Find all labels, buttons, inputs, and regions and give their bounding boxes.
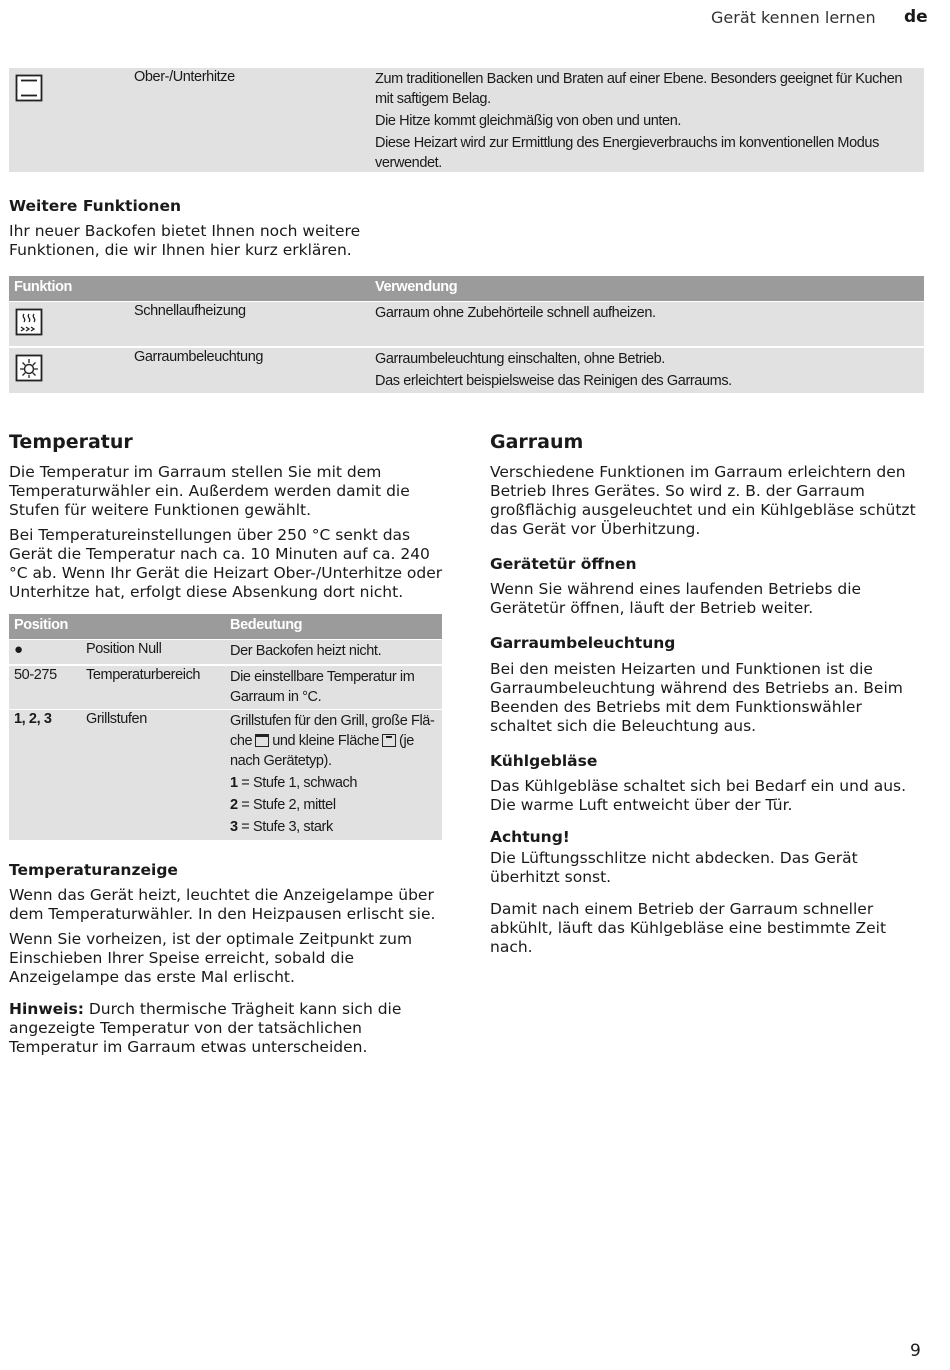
warning-heading: Achtung! <box>490 828 570 846</box>
position-name: Temperaturbereich <box>86 667 201 683</box>
temperatur-paragraph: Bei Temperatureinstellungen über 250 °C senkt das Gerät die Temperatur nach ca. 10 Minuten auf ca. 240 °C ab. Wenn Ihr Gerät die Heizart Ober-/Unterhitze oder Unterhitze hat, erfolgt diese Absenkung dort nicht. <box>9 526 443 601</box>
heating-mode-name: Ober-/Unterhitze <box>134 69 235 85</box>
garraum-paragraph: Verschiedene Funktionen im Garraum erleichtern den Betrieb Ihres Gerätes. So wird z. B. der Garraum großflächig ausgeleuchtet und ein Kühlgebläse schützt das Gerät vor Überhitzung. <box>490 463 916 538</box>
grill-level-number: 3 <box>230 819 238 835</box>
top-bottom-heat-icon <box>15 74 43 102</box>
position-meaning: und kleine Fläche <box>272 733 380 749</box>
position-table-header <box>9 614 442 639</box>
position-meaning: (je nach Gerätetyp). <box>230 733 414 769</box>
subheading-geraetetuer: Gerätetür öffnen <box>490 555 637 573</box>
oven-light-icon <box>15 354 43 382</box>
heating-mode-description: Die Hitze kommt gleichmäßig von oben und unten. <box>375 113 682 129</box>
table-row <box>9 302 924 346</box>
position-key: ● <box>14 641 23 658</box>
subheading-garraumbeleuchtung: Garraumbeleuchtung <box>490 634 676 652</box>
col-header-bedeutung: Bedeutung <box>230 617 303 633</box>
heating-mode-row <box>9 68 924 172</box>
geraetetuer-paragraph: Wenn Sie während eines laufenden Betriebs die Gerätetür öffnen, läuft der Betrieb weiter. <box>490 580 862 617</box>
kuehlgeblaese-paragraph: Das Kühlgebläse schaltet sich bei Bedarf ein und aus. Die warme Luft entweicht über der Tür. <box>490 777 907 814</box>
hinweis-label: Hinweis: <box>9 1000 84 1018</box>
temperaturanzeige-paragraph: Wenn das Gerät heizt, leuchtet die Anzeigelampe über dem Temperaturwähler. In den Heizpausen erlischt sie. <box>9 886 436 923</box>
section-heading-garraum: Garraum <box>490 431 584 453</box>
function-usage: Garraumbeleuchtung einschalten, ohne Betrieb. <box>375 351 665 367</box>
section-heading-temperatur: Temperatur <box>9 431 133 453</box>
position-meaning: Grillstufen für den Grill, große Flä-che <box>230 713 435 749</box>
grill-level-label: = Stufe 2, mittel <box>237 797 336 813</box>
grill-level-label: = Stufe 3, stark <box>237 819 333 835</box>
hinweis-text: Durch thermische Trägheit kann sich die angezeigte Temperatur von der tatsächlichen Temperatur im Garraum etwas unterscheiden. <box>9 1000 402 1056</box>
table-row <box>9 710 442 840</box>
position-key: 1, 2, 3 <box>14 711 52 727</box>
position-name: Position Null <box>86 641 162 657</box>
function-usage: Das erleichtert beispielsweise das Reinigen des Garraums. <box>375 373 732 389</box>
rapid-heat-icon <box>15 308 43 336</box>
temperatur-paragraph: Die Temperatur im Garraum stellen Sie mit dem Temperaturwähler ein. Außerdem werden damit die Stufen für weitere Funktionen gewählt. <box>9 463 410 519</box>
position-meaning: Der Backofen heizt nicht. <box>230 643 382 659</box>
table-row <box>9 348 924 393</box>
heating-mode-description: Diese Heizart wird zur Ermittlung des Energieverbrauchs im konventionellen Modus verwendet. <box>375 135 879 171</box>
grill-level-number: 1 <box>230 775 238 791</box>
warning-text: Die Lüftungsschlitze nicht abdecken. Das Gerät überhitzt sonst. <box>490 849 858 886</box>
temperaturanzeige-paragraph: Wenn Sie vorheizen, ist der optimale Zeitpunkt zum Einschieben Ihrer Speise erreicht, sobald die Anzeigelampe das erste Mal erlischt. <box>9 930 413 986</box>
heating-mode-description: Zum traditionellen Backen und Braten auf einer Ebene. Besonders geeignet für Kuchen mit saftigem Belag. <box>375 71 903 107</box>
page-number: 9 <box>910 1341 921 1361</box>
grill-level-number: 2 <box>230 797 238 813</box>
function-usage: Garraum ohne Zubehörteile schnell aufheizen. <box>375 305 656 321</box>
small-grill-icon <box>382 734 396 747</box>
garraumbeleuchtung-paragraph: Bei den meisten Heizarten und Funktionen ist die Garraumbeleuchtung während des Betriebs an. Beim Beenden des Betriebs mit dem Funktionswähler schaltet sich die Beleuchtung aus. <box>490 660 903 735</box>
position-meaning: Die einstellbare Temperatur im Garraum in °C. <box>230 669 415 705</box>
large-grill-icon <box>255 734 269 747</box>
weitere-intro: Ihr neuer Backofen bietet Ihnen noch weitere Funktionen, die wir Ihnen hier kurz erklären. <box>9 222 361 259</box>
section-heading-weitere: Weitere Funktionen <box>9 197 181 215</box>
table-row <box>9 666 442 709</box>
language-tag: de <box>904 7 928 27</box>
running-header-title: Gerät kennen lernen <box>711 8 876 27</box>
subheading-kuehlgeblaese: Kühlgebläse <box>490 752 598 770</box>
grill-level-label: = Stufe 1, schwach <box>237 775 358 791</box>
function-name: Schnellaufheizung <box>134 303 246 319</box>
kuehlgeblaese-final-paragraph: Damit nach einem Betrieb der Garraum schneller abkühlt, läuft das Kühlgebläse eine bestimmte Zeit nach. <box>490 900 887 956</box>
position-key: 50-275 <box>14 667 57 683</box>
table-row <box>9 640 442 664</box>
function-name: Garraumbeleuchtung <box>134 349 264 365</box>
functions-table-header <box>9 276 924 301</box>
col-header-funktion: Funktion <box>14 279 73 295</box>
hinweis-note <box>9 1000 429 1057</box>
subheading-temperaturanzeige: Temperaturanzeige <box>9 861 178 879</box>
col-header-position: Position <box>14 617 68 633</box>
position-name: Grillstufen <box>86 711 147 727</box>
col-header-verwendung: Verwendung <box>375 279 458 295</box>
